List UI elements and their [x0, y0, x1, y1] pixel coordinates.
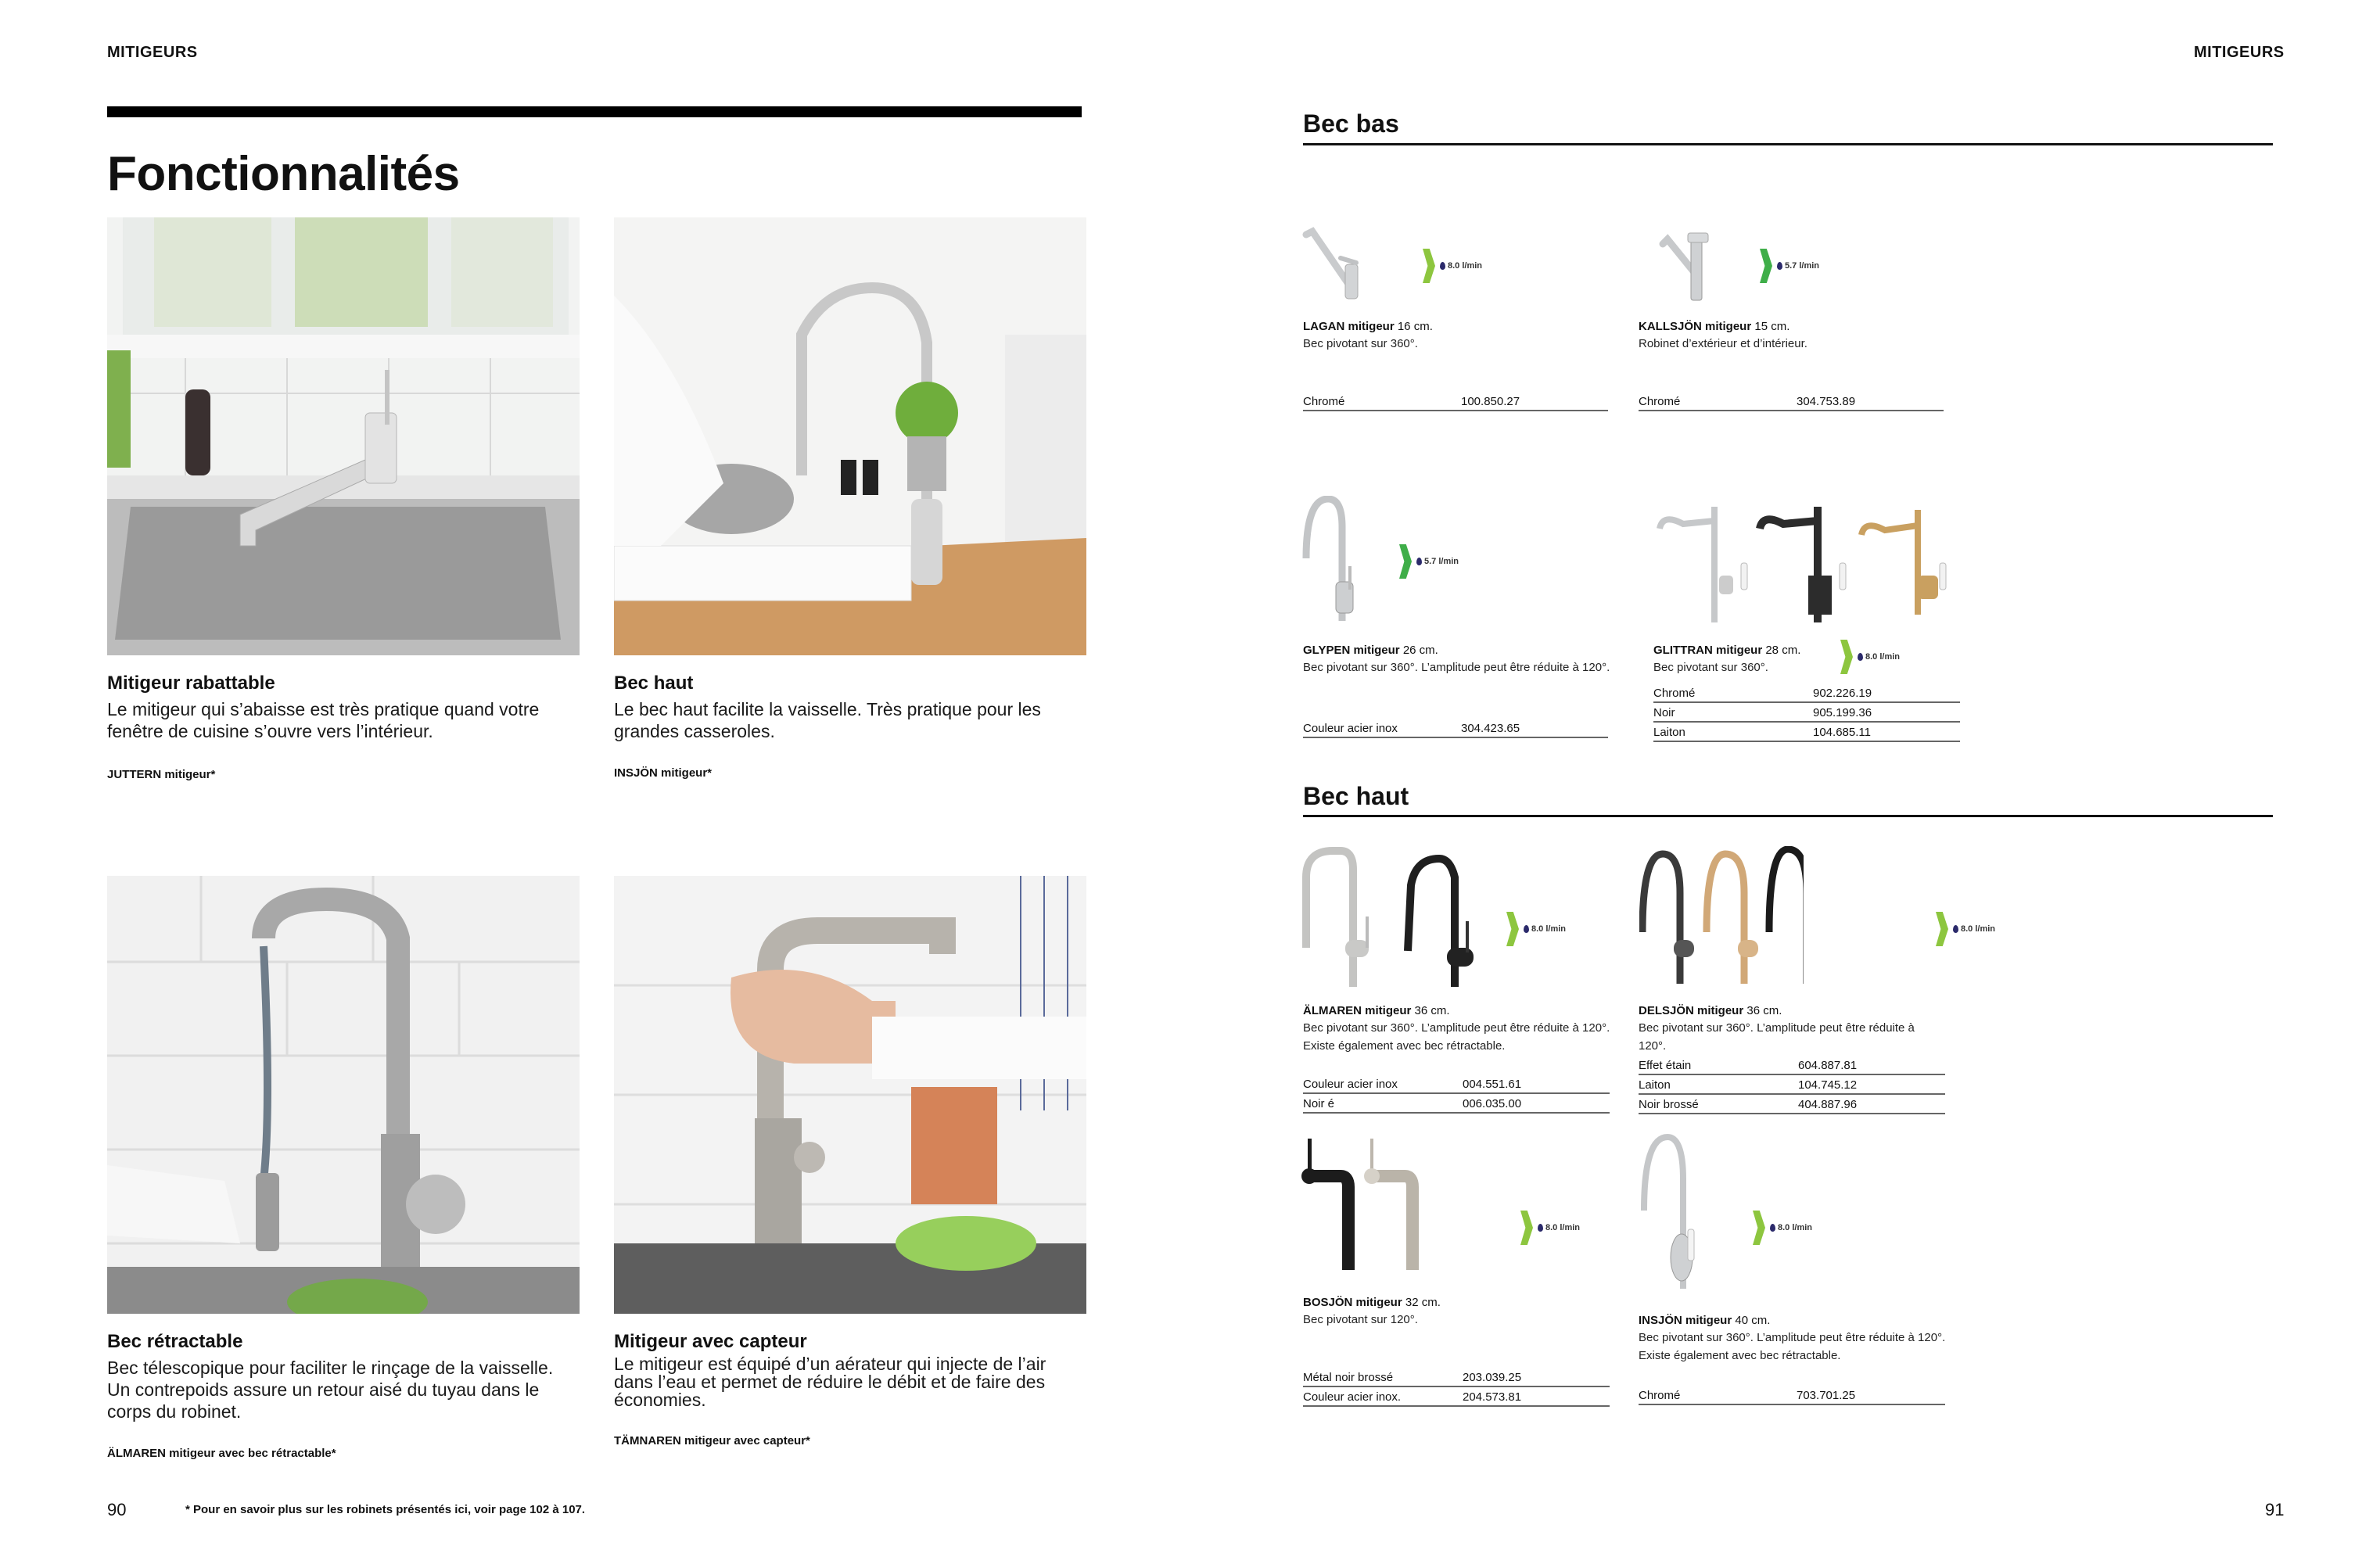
flow-badge-glittran [1840, 640, 1900, 674]
feature-title-high-spout: Bec haut [614, 673, 694, 694]
flow-rate: 8.0 l/min [1778, 1223, 1813, 1232]
variant-row [1303, 394, 1608, 411]
feature-body-high-spout: Le bec haut facilite la vaisselle. Très pratique pour les grandes casseroles. [614, 699, 1041, 741]
water-drop-icon [1440, 262, 1445, 270]
article-number: 100.850.27 [1461, 395, 1520, 408]
product-size: 36 cm. [1746, 1004, 1782, 1017]
variant-label: Noir [1653, 706, 1675, 719]
running-head-left: MITIGEURS [107, 44, 198, 61]
lagan-faucet-image [1301, 225, 1364, 303]
variant-label: Couleur acier inox [1303, 722, 1398, 735]
feature-product-ref-sensor: TÄMNAREN mitigeur avec capteur* [614, 1434, 810, 1447]
product-size: 36 cm. [1414, 1004, 1450, 1017]
variant-row [1639, 1388, 1945, 1405]
variant-label: Laiton [1639, 1078, 1671, 1092]
product-bosjon [1303, 1295, 1616, 1329]
page-number-left: 90 [107, 1500, 127, 1519]
flow-chevron-icon [1520, 1211, 1533, 1245]
variant-row [1653, 686, 1960, 703]
section-rule-bec-haut [1303, 815, 2273, 817]
page-title: Fonctionnalités [107, 147, 460, 201]
flow-chevron-icon [1760, 249, 1772, 283]
product-description: Bec pivotant sur 360°. [1303, 337, 1418, 350]
feature-title-sensor: Mitigeur avec capteur [614, 1331, 807, 1352]
water-drop-icon [1770, 1224, 1775, 1232]
article-number: 604.887.81 [1798, 1059, 1858, 1072]
variant-row [1303, 1077, 1610, 1094]
variant-label: Noir brossé [1639, 1098, 1699, 1111]
variant-row [1303, 1370, 1610, 1387]
article-number: 203.039.25 [1463, 1371, 1522, 1384]
flow-rate: 5.7 l/min [1785, 261, 1820, 271]
product-lagan [1303, 319, 1608, 353]
flow-chevron-icon [1840, 640, 1853, 674]
product-size: 28 cm. [1765, 644, 1801, 657]
product-size: 32 cm. [1405, 1296, 1441, 1309]
product-glypen [1303, 643, 1616, 676]
insjon-faucet-image [1639, 1132, 1702, 1297]
water-drop-icon [1777, 262, 1782, 270]
product-name: BOSJÖN mitigeur [1303, 1296, 1402, 1309]
product-name: LAGAN mitigeur [1303, 320, 1395, 333]
section-title-bec-bas: Bec bas [1303, 109, 1399, 138]
product-size: 26 cm. [1402, 644, 1438, 657]
variant-label: Couleur acier inox [1303, 1078, 1398, 1091]
article-number: 004.551.61 [1463, 1078, 1522, 1091]
glittran-chrome [1660, 507, 1714, 622]
bosjon-faucet-images [1301, 1137, 1427, 1278]
photo-pull-out-faucet [107, 876, 580, 1314]
water-drop-icon [1858, 653, 1863, 661]
footnote: * Pour en savoir plus sur les robinets présentés ici, voir page 102 à 107. [185, 1503, 586, 1516]
feature-body-pull-out: Bec télescopique pour faciliter le rinçage de la vaisselle. Un contrepoids assure un retour aisé du tuyau dans le corps du robinet. [107, 1358, 554, 1422]
sensor-photo-illustration [614, 876, 1086, 1314]
product-size: 16 cm. [1397, 320, 1433, 333]
variant-label: Laiton [1653, 726, 1685, 739]
product-name: KALLSJÖN mitigeur [1639, 320, 1752, 333]
variant-table-bosjon [1303, 1370, 1610, 1407]
page-number-right: 91 [2265, 1500, 2285, 1519]
folding-faucet-photo-illustration [107, 217, 580, 655]
product-name: GLYPEN mitigeur [1303, 644, 1400, 657]
flow-rate: 8.0 l/min [1961, 924, 1996, 934]
feature-product-ref-pull-out: ÄLMAREN mitigeur avec bec rétractable* [107, 1447, 336, 1460]
article-number: 304.423.65 [1461, 722, 1520, 735]
flow-rate: 8.0 l/min [1865, 652, 1901, 662]
article-number: 304.753.89 [1797, 395, 1856, 408]
variant-row [1639, 394, 1944, 411]
flow-rate: 8.0 l/min [1545, 1223, 1581, 1232]
product-description: Bec pivotant sur 360°. [1653, 661, 1768, 674]
variant-row [1303, 1096, 1610, 1114]
variant-table-delsjon [1639, 1058, 1945, 1114]
photo-sensor-faucet [614, 876, 1086, 1314]
variant-label: Chromé [1639, 1389, 1681, 1402]
product-name: INSJÖN mitigeur [1639, 1314, 1732, 1327]
flow-chevron-icon [1753, 1211, 1765, 1245]
variant-row [1639, 1058, 1945, 1075]
flow-rate: 8.0 l/min [1448, 261, 1483, 271]
article-number: 703.701.25 [1797, 1389, 1856, 1402]
flow-rate: 5.7 l/min [1424, 557, 1459, 566]
product-description: Bec pivotant sur 360°. L’amplitude peut être réduite à 120°. [1639, 1021, 1915, 1053]
variant-label: Chromé [1639, 395, 1681, 408]
article-number: 104.685.11 [1813, 726, 1871, 739]
feature-product-ref-high-spout: INSJÖN mitigeur* [614, 766, 713, 780]
product-description: Bec pivotant sur 360°. L’amplitude peut être réduite à 120°. Existe également avec bec rétractable. [1303, 1021, 1610, 1053]
variant-label: Couleur acier inox. [1303, 1390, 1402, 1404]
variant-label: Effet étain [1639, 1059, 1692, 1072]
flow-chevron-icon [1936, 912, 1948, 946]
product-insjon [1639, 1313, 1959, 1365]
product-name: GLITTRAN mitigeur [1653, 644, 1763, 657]
variant-row [1639, 1097, 1945, 1114]
product-glittran [1653, 643, 1841, 676]
flow-badge-bosjon [1520, 1211, 1580, 1245]
product-size: 40 cm. [1735, 1314, 1771, 1327]
water-drop-icon [1538, 1224, 1543, 1232]
flow-badge-glypen [1399, 544, 1459, 579]
article-number: 404.887.96 [1798, 1098, 1858, 1111]
variant-table-glypen [1303, 721, 1608, 738]
article-number: 905.199.36 [1813, 706, 1872, 719]
photo-high-spout-faucet [614, 217, 1086, 655]
product-kallsjon [1639, 319, 1944, 353]
product-description: Bec pivotant sur 360°. L’amplitude peut être réduite à 120°. [1303, 661, 1610, 674]
feature-body-sensor: Le mitigeur est équipé d’un aérateur qui injecte de l’air dans l’eau et permet de réduire le débit et de faire des économies. [614, 1354, 1046, 1410]
almaren-faucet-images [1301, 846, 1489, 995]
variant-row [1653, 705, 1960, 723]
water-drop-icon [1524, 925, 1529, 933]
article-number: 006.035.00 [1463, 1097, 1522, 1110]
product-description: Robinet d’extérieur et d’intérieur. [1639, 337, 1807, 350]
feature-product-ref-folding: JUTTERN mitigeur* [107, 768, 216, 781]
feature-title-pull-out: Bec rétractable [107, 1331, 243, 1352]
variant-label: Noir é [1303, 1097, 1335, 1110]
flow-badge-lagan [1423, 249, 1482, 283]
flow-badge-delsjon [1936, 912, 1995, 946]
article-number: 204.573.81 [1463, 1390, 1522, 1404]
product-size: 15 cm. [1754, 320, 1790, 333]
high-spout-photo-illustration [614, 217, 1086, 655]
pull-out-photo-illustration [107, 876, 580, 1314]
flow-chevron-icon [1423, 249, 1435, 283]
section-title-bec-haut: Bec haut [1303, 782, 1409, 810]
variant-table-kallsjon [1639, 394, 1944, 411]
product-description: Bec pivotant sur 120°. [1303, 1313, 1418, 1326]
variant-row [1653, 725, 1960, 742]
glittran-faucet-images [1652, 497, 1965, 627]
water-drop-icon [1953, 925, 1958, 933]
product-name: ÄLMAREN mitigeur [1303, 1004, 1412, 1017]
variant-row [1303, 721, 1608, 738]
feature-body-folding: Le mitigeur qui s’abaisse est très pratique quand votre fenêtre de cuisine s’ouvre vers l’intérieur. [107, 699, 540, 741]
product-delsjon [1639, 1003, 1951, 1055]
variant-table-glittran [1653, 686, 1960, 742]
running-head-right: MITIGEURS [2194, 44, 2285, 61]
variant-row [1303, 1390, 1610, 1407]
variant-row [1639, 1078, 1945, 1095]
section-rule-bec-bas [1303, 143, 2273, 145]
water-drop-icon [1416, 558, 1422, 565]
article-number: 902.226.19 [1813, 687, 1872, 700]
product-almaren [1303, 1003, 1616, 1055]
flow-chevron-icon [1399, 544, 1412, 579]
flow-badge-kallsjon [1760, 249, 1819, 283]
variant-table-almaren [1303, 1077, 1610, 1114]
variant-label: Métal noir brossé [1303, 1371, 1394, 1384]
flow-badge-insjon [1753, 1211, 1812, 1245]
flow-chevron-icon [1506, 912, 1519, 946]
glypen-faucet-image [1301, 496, 1364, 629]
variant-label: Chromé [1303, 395, 1345, 408]
flow-rate: 8.0 l/min [1531, 924, 1567, 934]
feature-title-folding: Mitigeur rabattable [107, 673, 275, 694]
product-name: DELSJÖN mitigeur [1639, 1004, 1744, 1017]
header-rule [107, 106, 1082, 117]
variant-label: Chromé [1653, 687, 1696, 700]
delsjon-faucet-images [1639, 846, 1804, 992]
kallsjon-faucet-image [1657, 228, 1719, 307]
variant-table-lagan [1303, 394, 1608, 411]
flow-badge-almaren [1506, 912, 1566, 946]
variant-table-insjon [1639, 1388, 1945, 1405]
photo-folding-faucet [107, 217, 580, 655]
product-description: Bec pivotant sur 360°. L’amplitude peut être réduite à 120°. Existe également avec bec rétractable. [1639, 1331, 1946, 1362]
article-number: 104.745.12 [1798, 1078, 1858, 1092]
